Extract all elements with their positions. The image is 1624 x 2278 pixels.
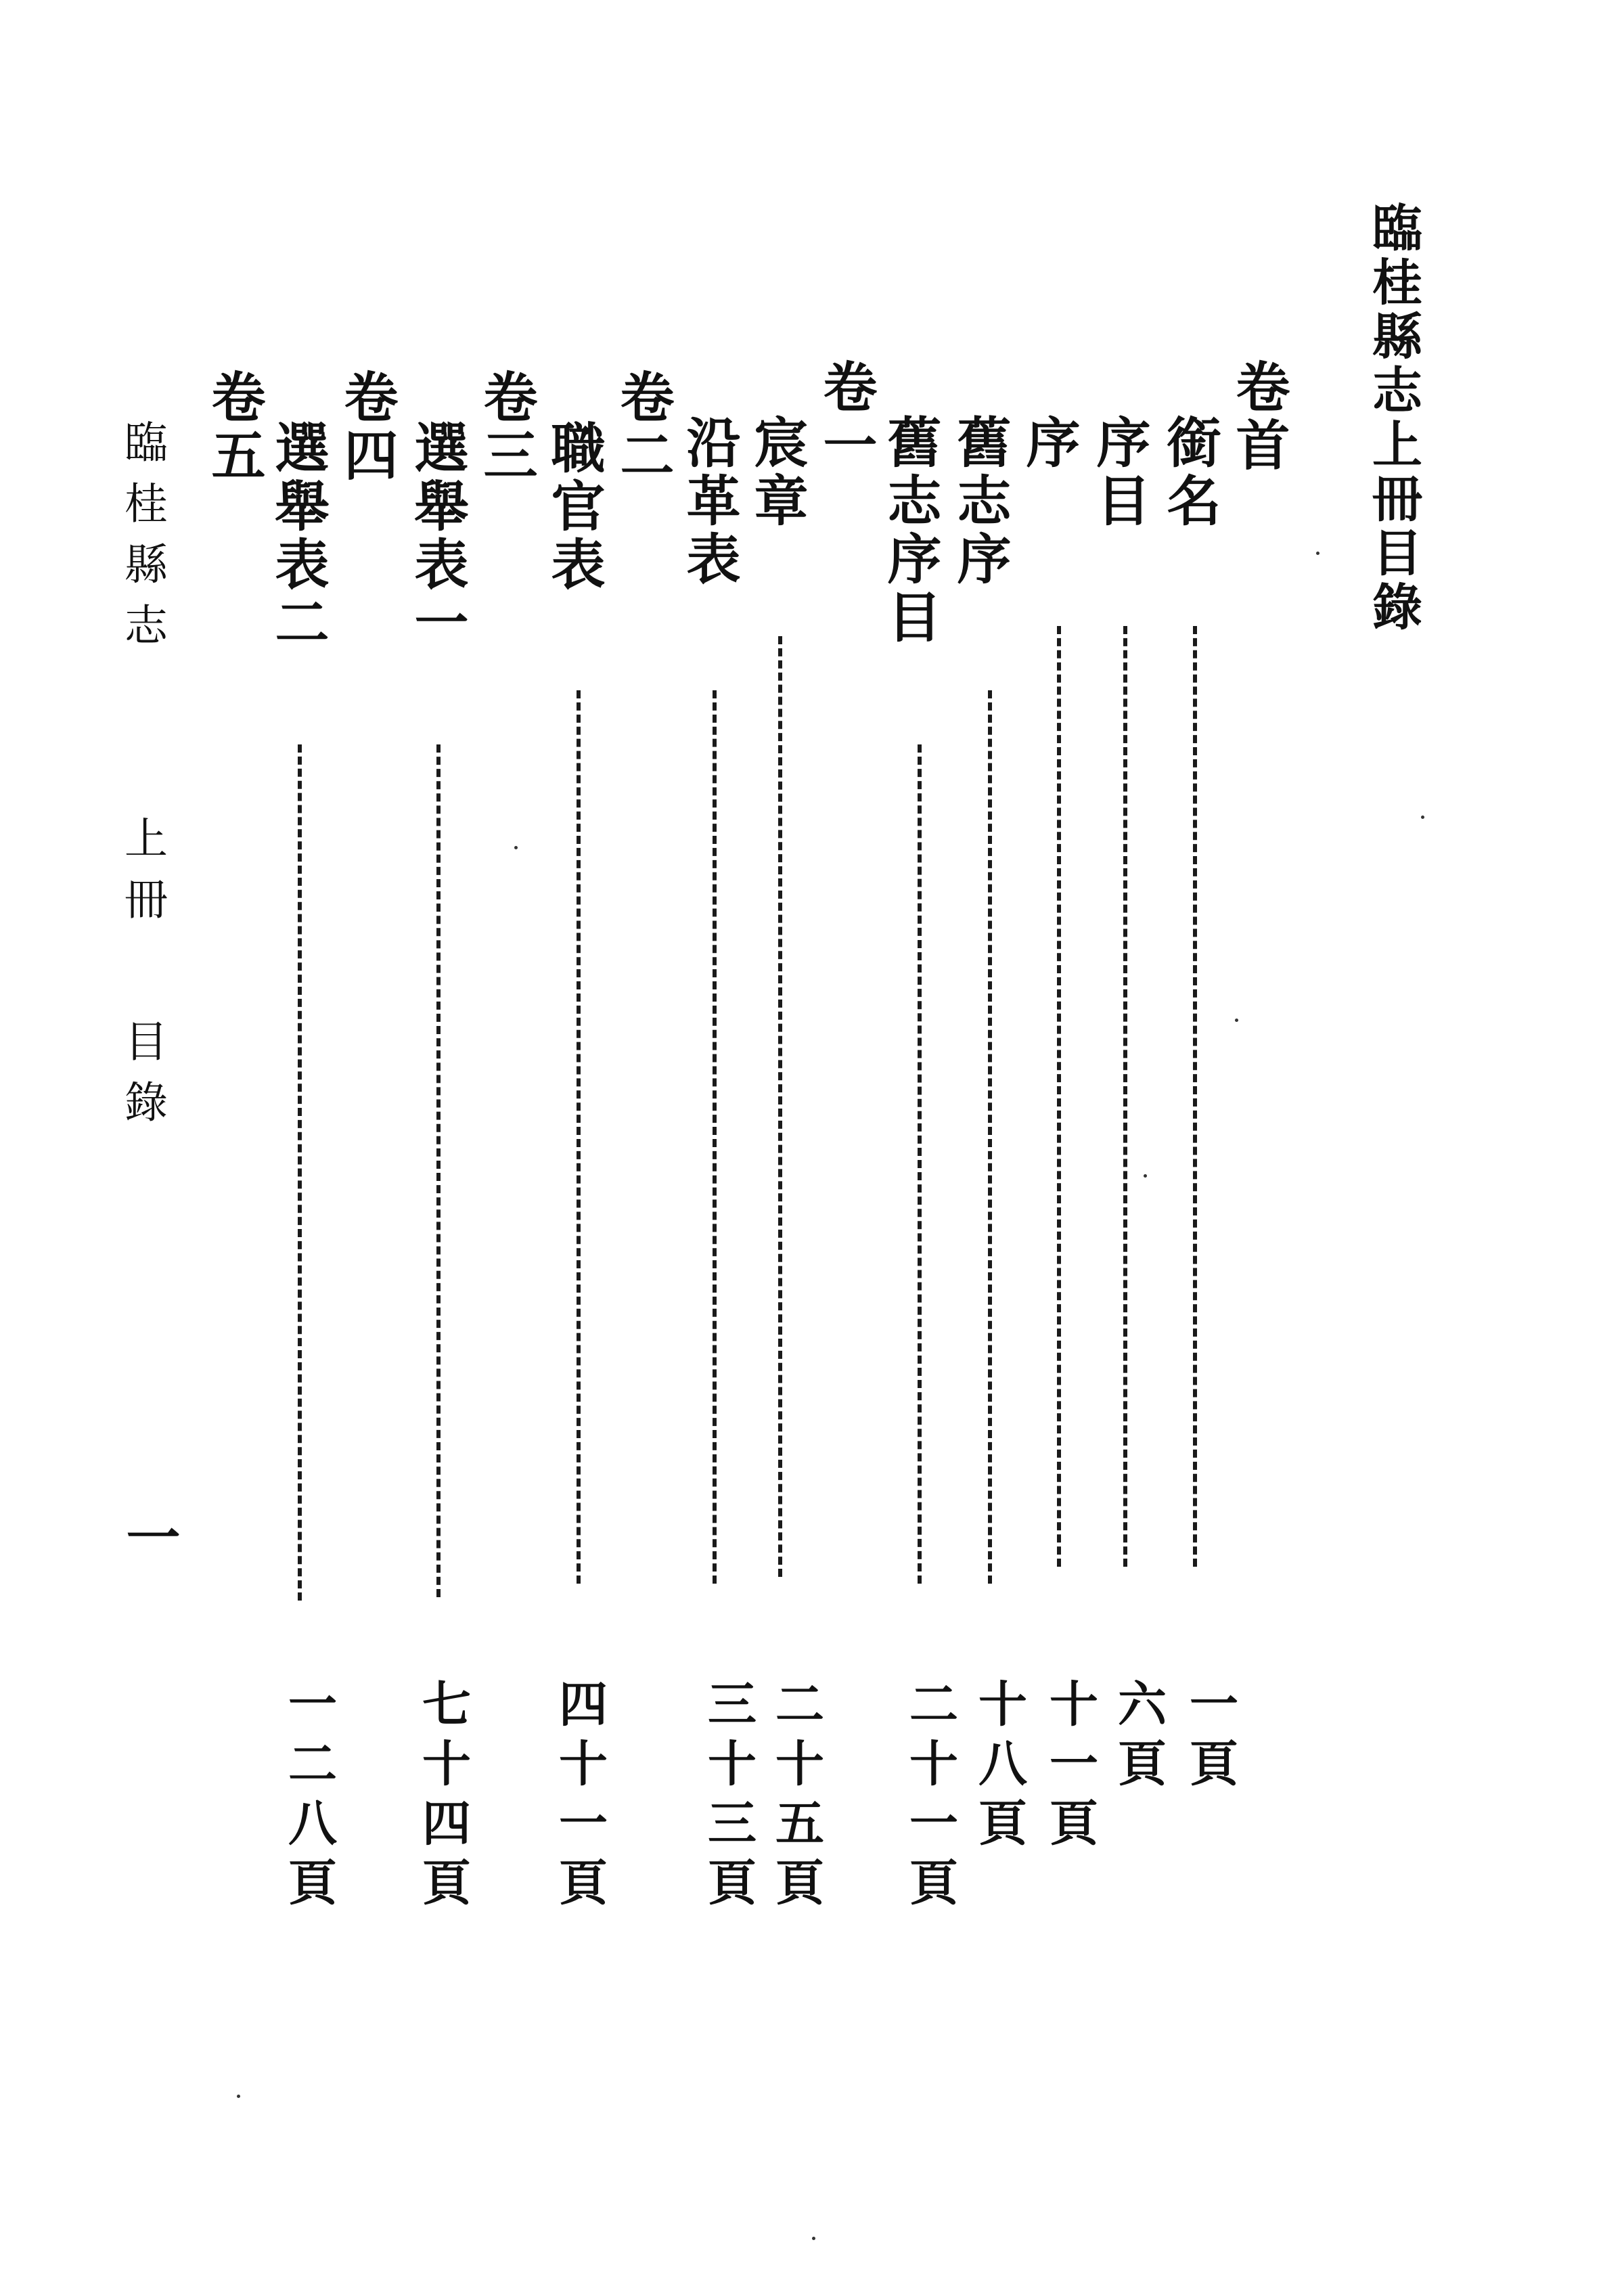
toc-entry-zhiguanbiao: 職官表 xyxy=(542,420,606,594)
toc-section-juan1: 卷一 xyxy=(814,359,878,475)
margin-volume-label: 上冊 xyxy=(117,816,167,937)
dotted-leader xyxy=(713,690,717,1584)
dotted-leader xyxy=(436,744,441,1597)
scan-speck xyxy=(1235,1019,1238,1022)
page-ref-chenzhang: 二十五頁 xyxy=(767,1678,825,1917)
scan-speck xyxy=(1144,1174,1147,1178)
margin-section-label: 目錄 xyxy=(117,1019,167,1140)
toc-section-juan4: 卷四 xyxy=(335,369,399,485)
toc-entry-xumu: 序目 xyxy=(1087,414,1151,531)
toc-entry-yangebiao: 沿革表 xyxy=(677,414,741,589)
dotted-leader xyxy=(298,744,302,1601)
page-ref-yangebiao: 三十三頁 xyxy=(700,1678,757,1917)
toc-section-juan3: 卷三 xyxy=(474,369,538,485)
page-ref-xuanjubiao2: 一二八頁 xyxy=(280,1678,338,1917)
toc-entry-jiuzhixu: 舊志序 xyxy=(948,414,1012,589)
toc-entry-xuanjubiao1: 選舉表一 xyxy=(405,420,469,652)
scan-speck xyxy=(812,2237,815,2240)
page-ref-zhiguanbiao: 四十一頁 xyxy=(551,1678,608,1917)
dotted-leader xyxy=(577,690,581,1584)
dotted-leader xyxy=(1123,626,1127,1567)
toc-section-juan5: 卷五 xyxy=(202,369,266,485)
scan-speck xyxy=(1421,816,1424,819)
scan-speck xyxy=(514,846,518,849)
scan-speck xyxy=(1316,552,1320,555)
toc-entry-xuanjubiao2: 選舉表二 xyxy=(266,420,330,652)
page-ref-xumu: 六頁 xyxy=(1110,1678,1167,1797)
dotted-leader xyxy=(1193,626,1197,1567)
margin-book-title: 臨桂縣志 xyxy=(117,420,167,663)
page-ref-xianming: 一頁 xyxy=(1181,1678,1239,1797)
toc-entry-xianming: 銜名 xyxy=(1158,414,1221,531)
toc-entry-chenzhang: 宸章 xyxy=(745,414,809,531)
scan-speck xyxy=(237,2095,240,2098)
toc-entry-jiuzhixumu: 舊志序目 xyxy=(878,414,942,647)
dotted-leader xyxy=(988,690,992,1584)
toc-section-juan2: 卷二 xyxy=(611,369,675,485)
page-ref-jiuzhixu: 十八頁 xyxy=(970,1678,1028,1857)
page-ref-xuanjubiao1: 七十四頁 xyxy=(414,1678,472,1917)
page-ref-jiuzhixumu: 二十一頁 xyxy=(901,1678,959,1917)
page-ref-xu: 十一頁 xyxy=(1041,1678,1099,1857)
margin-page-number: 一 xyxy=(117,1509,181,1581)
document-title: 臨桂縣志上冊目錄 xyxy=(1364,202,1422,635)
dotted-leader xyxy=(918,744,922,1584)
dotted-leader xyxy=(1057,626,1061,1567)
toc-section-juanshou: 卷首 xyxy=(1227,359,1290,475)
dotted-leader xyxy=(778,636,782,1577)
toc-entry-xu: 序 xyxy=(1017,414,1081,472)
